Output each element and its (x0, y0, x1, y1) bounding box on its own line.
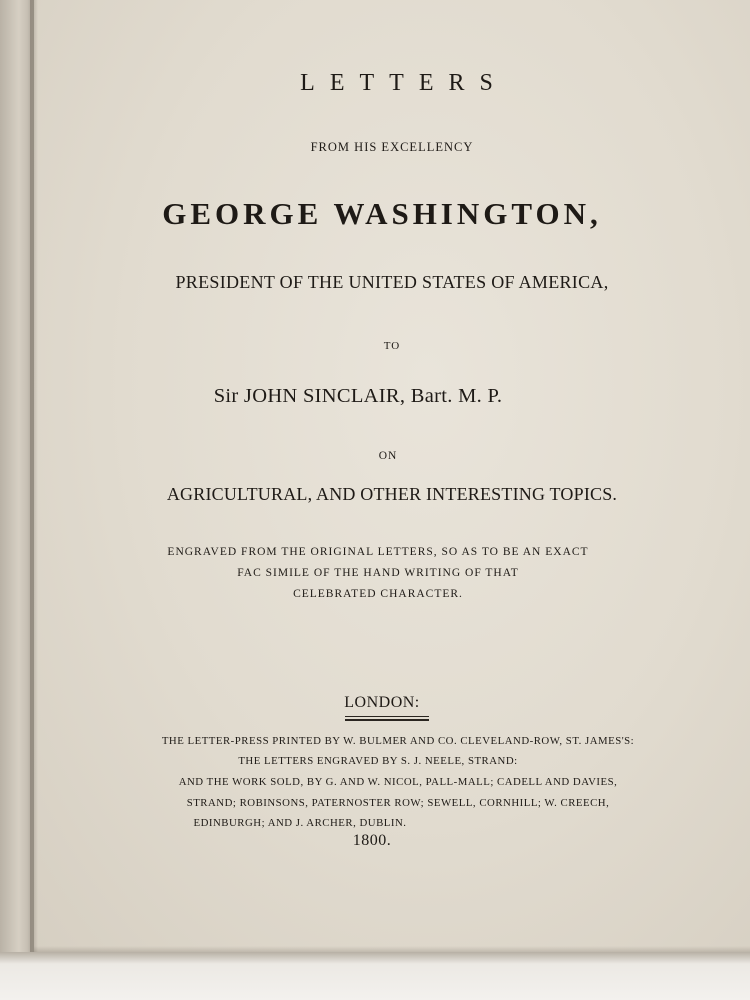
imprint-line: STRAND; ROBINSONS, PATERNOSTER ROW; SEWELL, CORNHILL; W. CREECH, (186, 797, 610, 809)
book-spine-edge (0, 0, 34, 958)
double-rule-bottom (345, 719, 429, 721)
author-name: GEORGE WASHINGTON, (162, 196, 602, 231)
imprint-place: LONDON: (344, 694, 420, 711)
imprint-line: THE LETTER-PRESS PRINTED BY W. BULMER AND CO. CLEVELAND-ROW, ST. JAMES'S: (161, 735, 635, 747)
engraved-note-line: CELEBRATED CHARACTER. (293, 588, 463, 600)
engraved-note-line: ENGRAVED FROM THE ORIGINAL LETTERS, SO AS TO BE AN EXACT (167, 546, 589, 558)
to-line: TO (383, 340, 401, 352)
table-surface (0, 952, 750, 1000)
from-line: FROM HIS EXCELLENCY (310, 140, 474, 154)
imprint-year: 1800. (352, 832, 392, 849)
double-rule-top (345, 716, 429, 717)
recipient-name: Sir JOHN SINCLAIR, Bart. M. P. (213, 385, 503, 407)
imprint-line: THE LETTERS ENGRAVED BY S. J. NEELE, STRAND: (238, 755, 518, 767)
engraved-note-line: FAC SIMILE OF THE HAND WRITING OF THAT (237, 567, 519, 579)
imprint-line: AND THE WORK SOLD, BY G. AND W. NICOL, PALL-MALL; CADELL AND DAVIES, (178, 776, 618, 788)
imprint-line: EDINBURGH; AND J. ARCHER, DUBLIN. (193, 817, 407, 829)
on-line: ON (378, 450, 398, 462)
author-title: PRESIDENT OF THE UNITED STATES OF AMERICA, (175, 272, 609, 292)
subject-line: AGRICULTURAL, AND OTHER INTERESTING TOPICS. (166, 484, 618, 504)
title-letters: LETTERS (300, 70, 508, 96)
